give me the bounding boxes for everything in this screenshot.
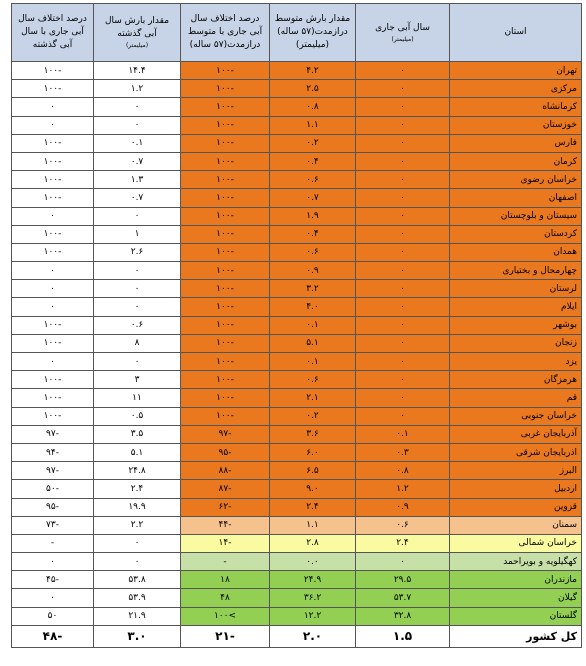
province-cell: اذربایجان شرقی: [450, 443, 582, 461]
diff-longterm-cell: -۱۰۰: [181, 189, 270, 207]
header-longterm-avg: مقدار بارش متوسط درازمدت(۵۷ ساله) (میلیمتر): [270, 4, 356, 62]
province-cell: گلستان: [450, 607, 582, 625]
diff-longterm-cell: -۱۰۰: [181, 389, 270, 407]
last-year-cell: ۱۹.۹: [94, 498, 181, 516]
last-year-cell: ۵.۱: [94, 443, 181, 461]
diff-last-year-cell: -۱۰۰: [12, 80, 94, 98]
province-cell: مازندران: [450, 571, 582, 589]
longterm-avg-cell: ۲.۴: [270, 498, 356, 516]
province-cell: چهارمحال و بختیاری: [450, 262, 582, 280]
diff-longterm-cell: >۱۰۰: [181, 607, 270, 625]
table-body: [12, 62, 582, 648]
diff-longterm-cell: ۱۸: [181, 571, 270, 589]
table-row: [12, 225, 582, 243]
header-last-year: مقدار بارش سال آبی گذشته (میلیمتر): [94, 4, 181, 62]
longterm-avg-cell: ۰.۱: [270, 316, 356, 334]
diff-last-year-cell: -۵۰: [12, 480, 94, 498]
province-cell: کهگیلویه و بویراحمد: [450, 553, 582, 571]
last-year-cell: ۰: [94, 262, 181, 280]
current-year-cell: ۰.۸: [356, 462, 450, 480]
longterm-avg-cell: ۱۲.۲: [270, 607, 356, 625]
diff-longterm-cell: -۱۰۰: [181, 171, 270, 189]
current-year-cell: ۰: [356, 280, 450, 298]
rainfall-table: [11, 3, 582, 648]
diff-last-year-cell: -۱۰۰: [12, 225, 94, 243]
current-year-cell: ۰: [356, 207, 450, 225]
last-year-cell: ۱۱: [94, 389, 181, 407]
last-year-cell: ۰: [94, 534, 181, 552]
longterm-avg-cell: ۰.۷: [270, 189, 356, 207]
current-year-cell: ۱.۵: [356, 625, 450, 647]
current-year-cell: ۰: [356, 262, 450, 280]
diff-longterm-cell: -۱۰۰: [181, 80, 270, 98]
diff-longterm-cell: -۱۰۰: [181, 134, 270, 152]
table-row: [12, 353, 582, 371]
current-year-cell: ۰: [356, 62, 450, 80]
province-cell: قم: [450, 389, 582, 407]
province-cell: خراسان جنوبی: [450, 407, 582, 425]
longterm-avg-cell: ۰.۶: [270, 171, 356, 189]
province-cell: آذربایجان غربی: [450, 425, 582, 443]
diff-longterm-cell: -۱۴: [181, 534, 270, 552]
longterm-avg-cell: ۲.۱: [270, 389, 356, 407]
province-cell: فارس: [450, 134, 582, 152]
province-cell: همدان: [450, 243, 582, 261]
diff-last-year-cell: -۴۵: [12, 571, 94, 589]
header-province: استان: [450, 4, 582, 62]
last-year-cell: ۱: [94, 225, 181, 243]
longterm-avg-cell: ۲۴.۹: [270, 571, 356, 589]
current-year-cell: ۰: [356, 334, 450, 352]
table-row: [12, 280, 582, 298]
last-year-cell: ۱.۳: [94, 171, 181, 189]
province-cell: لرستان: [450, 280, 582, 298]
diff-longterm-cell: -۹۷: [181, 425, 270, 443]
diff-longterm-cell: -: [181, 553, 270, 571]
longterm-avg-cell: ۰.۲: [270, 407, 356, 425]
last-year-cell: ۰: [94, 280, 181, 298]
current-year-cell: ۱.۲: [356, 480, 450, 498]
diff-longterm-cell: -۱۰۰: [181, 353, 270, 371]
table-row: [12, 607, 582, 625]
diff-last-year-cell: -۱۰۰: [12, 189, 94, 207]
total-row: [12, 625, 582, 647]
diff-last-year-cell: -۹۵: [12, 498, 94, 516]
diff-last-year-cell: -۱۰۰: [12, 371, 94, 389]
diff-longterm-cell: -۴۴: [181, 516, 270, 534]
diff-last-year-cell: ۰: [12, 207, 94, 225]
header-row: [12, 4, 582, 62]
diff-last-year-cell: -۷۳: [12, 516, 94, 534]
province-cell: سیستان و بلوچستان: [450, 207, 582, 225]
diff-last-year-cell: -۱۰۰: [12, 389, 94, 407]
diff-longterm-cell: -۱۰۰: [181, 116, 270, 134]
current-year-cell: ۰: [356, 298, 450, 316]
diff-last-year-cell: -۹۴: [12, 443, 94, 461]
table-row: [12, 462, 582, 480]
current-year-cell: ۲.۴: [356, 534, 450, 552]
diff-longterm-cell: -۱۰۰: [181, 98, 270, 116]
longterm-avg-cell: ۰.۸: [270, 98, 356, 116]
longterm-avg-cell: ۴.۰: [270, 298, 356, 316]
diff-longterm-cell: -۱۰۰: [181, 280, 270, 298]
table-row: [12, 371, 582, 389]
province-cell: هرمزگان: [450, 371, 582, 389]
diff-last-year-cell: ۵۰: [12, 607, 94, 625]
table-row: [12, 98, 582, 116]
diff-longterm-cell: -۱۰۰: [181, 243, 270, 261]
last-year-cell: ۲۱.۹: [94, 607, 181, 625]
last-year-cell: ۲.۴: [94, 480, 181, 498]
current-year-cell: ۵۳.۷: [356, 589, 450, 607]
diff-last-year-cell: -۱۰۰: [12, 316, 94, 334]
longterm-avg-cell: ۰.۶: [270, 243, 356, 261]
table-row: [12, 571, 582, 589]
current-year-cell: ۰: [356, 316, 450, 334]
longterm-avg-cell: ۲.۵: [270, 80, 356, 98]
diff-longterm-cell: -۱۰۰: [181, 407, 270, 425]
current-year-cell: ۲۹.۵: [356, 571, 450, 589]
table-row: [12, 152, 582, 170]
last-year-cell: ۱۴.۴: [94, 62, 181, 80]
current-year-cell: ۰: [356, 152, 450, 170]
diff-longterm-cell: -۱۰۰: [181, 152, 270, 170]
province-cell: خراسان شمالی: [450, 534, 582, 552]
province-cell: قزوین: [450, 498, 582, 516]
table-row: [12, 171, 582, 189]
table-row: [12, 443, 582, 461]
table-row: [12, 298, 582, 316]
diff-longterm-cell: -۱۰۰: [181, 207, 270, 225]
longterm-avg-cell: ۰.۴: [270, 152, 356, 170]
diff-longterm-cell: -۶۲: [181, 498, 270, 516]
diff-last-year-cell: ۰: [12, 298, 94, 316]
diff-longterm-cell: -۱۰۰: [181, 62, 270, 80]
diff-last-year-cell: ۰: [12, 280, 94, 298]
table-row: [12, 407, 582, 425]
diff-last-year-cell: ۰: [12, 553, 94, 571]
current-year-cell: ۰.۳: [356, 443, 450, 461]
longterm-avg-cell: ۱.۱: [270, 516, 356, 534]
province-cell: البرز: [450, 462, 582, 480]
longterm-avg-cell: ۴.۲: [270, 62, 356, 80]
diff-longterm-cell: -۱۰۰: [181, 371, 270, 389]
last-year-cell: ۰: [94, 353, 181, 371]
longterm-avg-cell: ۵.۱: [270, 334, 356, 352]
table-row: [12, 480, 582, 498]
diff-last-year-cell: -۱۰۰: [12, 62, 94, 80]
province-cell: کل کشور: [450, 625, 582, 647]
diff-longterm-cell: -۸۸: [181, 462, 270, 480]
table-row: [12, 534, 582, 552]
last-year-cell: ۰.۷: [94, 152, 181, 170]
last-year-cell: ۰: [94, 207, 181, 225]
last-year-cell: ۱.۲: [94, 80, 181, 98]
current-year-cell: ۰: [356, 171, 450, 189]
province-cell: اصفهان: [450, 189, 582, 207]
province-cell: زنجان: [450, 334, 582, 352]
longterm-avg-cell: ۳۶.۲: [270, 589, 356, 607]
diff-longterm-cell: -۱۰۰: [181, 225, 270, 243]
header-diff-longterm: درصد اختلاف سال آبی جاری با متوسط درازمدت(۵۷ ساله): [181, 4, 270, 62]
table-row: [12, 389, 582, 407]
current-year-cell: ۰: [356, 407, 450, 425]
longterm-avg-cell: ۰.۹: [270, 262, 356, 280]
last-year-cell: ۰.۱: [94, 134, 181, 152]
last-year-cell: ۳.۰: [94, 625, 181, 647]
last-year-cell: ۲۴.۸: [94, 462, 181, 480]
current-year-cell: ۰: [356, 371, 450, 389]
diff-last-year-cell: -۹۷: [12, 462, 94, 480]
diff-longterm-cell: -۲۱: [181, 625, 270, 647]
diff-longterm-cell: ۴۸: [181, 589, 270, 607]
last-year-cell: ۵۳.۸: [94, 571, 181, 589]
last-year-cell: ۰: [94, 553, 181, 571]
diff-last-year-cell: ۰: [12, 116, 94, 134]
longterm-avg-cell: ۰.۱: [270, 353, 356, 371]
last-year-cell: ۰: [94, 298, 181, 316]
diff-last-year-cell: -۱۰۰: [12, 407, 94, 425]
table-row: [12, 134, 582, 152]
diff-longterm-cell: -۱۰۰: [181, 262, 270, 280]
last-year-cell: ۸: [94, 334, 181, 352]
current-year-cell: ۰: [356, 225, 450, 243]
table-row: [12, 62, 582, 80]
diff-longterm-cell: -۱۰۰: [181, 298, 270, 316]
last-year-cell: ۳: [94, 371, 181, 389]
diff-last-year-cell: -۱۰۰: [12, 243, 94, 261]
table-row: [12, 498, 582, 516]
current-year-cell: ۰: [356, 389, 450, 407]
current-year-cell: ۰: [356, 116, 450, 134]
table-row: [12, 207, 582, 225]
diff-last-year-cell: ۰: [12, 589, 94, 607]
table-row: [12, 80, 582, 98]
table-row: [12, 316, 582, 334]
table-row: [12, 516, 582, 534]
diff-last-year-cell: ۰: [12, 98, 94, 116]
province-cell: کردستان: [450, 225, 582, 243]
longterm-avg-cell: ۹.۰: [270, 480, 356, 498]
header-diff-last-year: درصد اختلاف سال آبی جاری با سال آبی گذشته: [12, 4, 94, 62]
province-cell: کرمانشاه: [450, 98, 582, 116]
table-row: [12, 189, 582, 207]
current-year-cell: ۰: [356, 243, 450, 261]
longterm-avg-cell: ۶.۰: [270, 443, 356, 461]
province-cell: یزد: [450, 353, 582, 371]
diff-last-year-cell: -: [12, 534, 94, 552]
diff-longterm-cell: -۹۵: [181, 443, 270, 461]
diff-last-year-cell: -۱۰۰: [12, 152, 94, 170]
current-year-cell: ۰: [356, 80, 450, 98]
longterm-avg-cell: ۰.۴: [270, 225, 356, 243]
province-cell: خراسان رضوی: [450, 171, 582, 189]
diff-longterm-cell: -۱۰۰: [181, 334, 270, 352]
diff-last-year-cell: -۱۰۰: [12, 134, 94, 152]
longterm-avg-cell: ۶.۵: [270, 462, 356, 480]
diff-last-year-cell: -۱۰۰: [12, 171, 94, 189]
current-year-cell: ۰: [356, 98, 450, 116]
table-row: [12, 334, 582, 352]
diff-last-year-cell: -۴۸: [12, 625, 94, 647]
current-year-cell: ۰: [356, 134, 450, 152]
header-current-year: سال آبی جاری (میلیمتر): [356, 4, 450, 62]
province-cell: خوزستان: [450, 116, 582, 134]
table-row: [12, 425, 582, 443]
table-row: [12, 262, 582, 280]
table-row: [12, 116, 582, 134]
province-cell: مرکزی: [450, 80, 582, 98]
diff-last-year-cell: ۰: [12, 262, 94, 280]
province-cell: سمنان: [450, 516, 582, 534]
current-year-cell: ۰: [356, 353, 450, 371]
table-row: [12, 553, 582, 571]
longterm-avg-cell: ۲.۰: [270, 625, 356, 647]
last-year-cell: ۲.۶: [94, 243, 181, 261]
last-year-cell: ۰.۶: [94, 316, 181, 334]
table-row: [12, 243, 582, 261]
diff-last-year-cell: -۹۷: [12, 425, 94, 443]
province-cell: بوشهر: [450, 316, 582, 334]
current-year-cell: ۰: [356, 553, 450, 571]
province-cell: گیلان: [450, 589, 582, 607]
diff-last-year-cell: ۰: [12, 353, 94, 371]
last-year-cell: ۳.۵: [94, 425, 181, 443]
last-year-cell: ۰: [94, 98, 181, 116]
province-cell: تهران: [450, 62, 582, 80]
longterm-avg-cell: ۱.۱: [270, 116, 356, 134]
longterm-avg-cell: ۳.۶: [270, 425, 356, 443]
last-year-cell: ۰: [94, 116, 181, 134]
longterm-avg-cell: ۰.۶: [270, 371, 356, 389]
longterm-avg-cell: ۳.۲: [270, 280, 356, 298]
current-year-cell: ۳۲.۸: [356, 607, 450, 625]
province-cell: کرمان: [450, 152, 582, 170]
longterm-avg-cell: ۰.۰: [270, 553, 356, 571]
longterm-avg-cell: ۰.۲: [270, 134, 356, 152]
province-cell: ایلام: [450, 298, 582, 316]
diff-longterm-cell: -۱۰۰: [181, 316, 270, 334]
current-year-cell: ۰.۹: [356, 498, 450, 516]
longterm-avg-cell: ۱.۹: [270, 207, 356, 225]
current-year-cell: ۰.۶: [356, 516, 450, 534]
province-cell: اردبیل: [450, 480, 582, 498]
last-year-cell: ۰.۷: [94, 189, 181, 207]
table-row: [12, 589, 582, 607]
diff-longterm-cell: -۸۷: [181, 480, 270, 498]
diff-last-year-cell: -۱۰۰: [12, 334, 94, 352]
longterm-avg-cell: ۲.۸: [270, 534, 356, 552]
last-year-cell: ۲.۲: [94, 516, 181, 534]
current-year-cell: ۰: [356, 189, 450, 207]
last-year-cell: ۵۳.۹: [94, 589, 181, 607]
last-year-cell: ۰.۵: [94, 407, 181, 425]
current-year-cell: ۰.۱: [356, 425, 450, 443]
